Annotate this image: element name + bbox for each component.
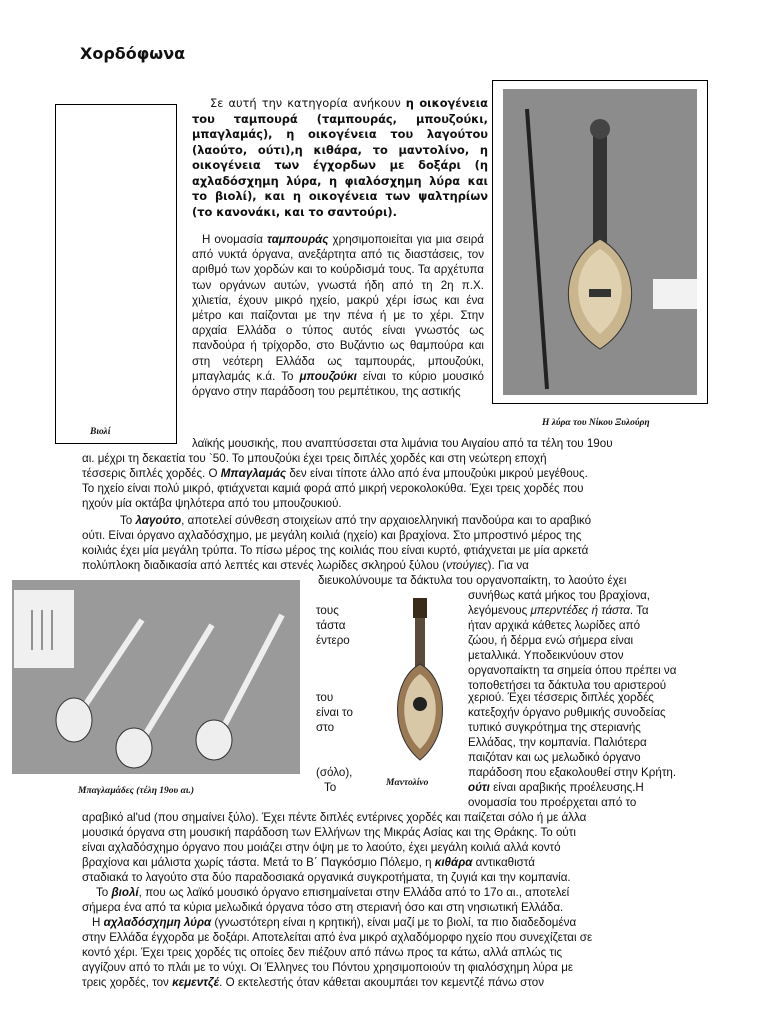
bouzouki-term: μπουζούκι: [299, 369, 357, 383]
laouto-left-5: είναι το: [316, 706, 353, 719]
laouto-right-6: οργανοπαίκτη τα σημεία όπου πρέπει να: [468, 664, 677, 677]
tampouras-paragraph: [192, 232, 484, 399]
laouto-right-13: παράδοση που εξακολουθεί στην Κρήτη.: [468, 766, 677, 779]
laouto-line-5: διευκολύνουμε τα δάκτυλα του οργανοπαίκτη, το λαούτο έχει: [318, 574, 627, 587]
bouzouki-line-4: Το ηχείο είναι πολύ μικρό, φτιάχνεται καμιά φορά από μικρή νεροκολοκύθα. Έχει τρεις χορδές που: [82, 482, 584, 495]
lyra-image-frame: [492, 80, 708, 404]
tampouras-text: χρησιμοποιείται για μια σειρά από νυκτά όργανα, ανεξάρτητα από τις διαστάσεις, τον αριθμό των χορδών και το κούρδισμά τους. Τα αρχέτυπα των οργάνων αυτών, γνωστά ήδη από τη 2η π.Χ. χιλιετία, έχουν μικρό ηχείο, μακρύ χέρι ίσως και ένα μέτρο και παίζονται με την πένα ή με το χέρι. Στην αρχαία Ελλάδα ο τύπος αυτός είναι γνωστός ως πανδούρα ή τρίχορδο, στο Βυζάντιο ως θαμπούρα και στη νεότερη Ελλάδα ως ταμπουράς, μπουζούκι, μπαγλαμάς κ.ά. Το: [192, 233, 484, 383]
laouto-right-3: ήταν αρχικά κάθετες λωρίδες από: [468, 619, 641, 632]
outi-line-2: μουσικά όργανα στη μουσική παράδοση των Ελλήνων της Μικράς Ασίας και της Θράκης. Το ούτι: [82, 826, 576, 839]
bouzouki-line-3-rest: δεν είναι τίποτε άλλο από ένα μπουζούκι μικρού μεγέθους.: [286, 467, 588, 480]
laouto-left-7: (σόλο),: [316, 766, 353, 779]
lyra-photo: [503, 89, 697, 395]
baglamades-icon: [12, 580, 300, 774]
lyra-line-5-rest: . Ο εκτελεστής όταν κάθεται ακουμπάει τον κεμεντζέ πάνω στον: [219, 976, 544, 989]
laouto-right-9: κατεξοχήν όργανο ρυθμικής συνοδείας: [468, 706, 666, 719]
lyra-line-4: αγγίζουν από το πλάι με το νύχι. Οι Έλληνες του Πόντου χρησιμοποιούν τη φιαλόσχημη λύρα με: [82, 961, 574, 974]
violi-line-1: [96, 885, 569, 900]
outi-line-1: αραβικό al'ud (που σημαίνει ξύλο). Έχει πέντε διπλές εντέρινες χορδές και παίζεται σόλο ή με άλλα: [82, 811, 587, 824]
ntougies-term: ντούγιες: [446, 559, 488, 572]
laouto-right-7: τοποθετήσει τα δάκτυλα του αριστερού: [468, 679, 667, 692]
laouto-pre: Το: [120, 514, 136, 527]
violi-term: βιολί: [111, 886, 139, 899]
laouto-line-2: ούτι. Είναι όργανο αχλαδόσχημο, με μεγάλη κοιλιά (ηχείο) και βραχίονα. Στο μπροστινό μέρος της: [82, 529, 582, 542]
laouto-right-2a: λεγόμενους: [468, 604, 531, 617]
mandolin-photo: [382, 594, 458, 766]
lyra-pre: Η: [92, 916, 104, 929]
outi-line-4: [82, 855, 535, 870]
laouto-line-4: [82, 558, 529, 573]
laouto-right-10: τυπικό συγκρότημα της στεριανής: [468, 721, 641, 734]
laouto-right-12: παιζόταν και ως μελωδικό όργανο: [468, 751, 641, 764]
laouto-right-8: χεριού. Έχει τέσσερις διπλές χορδές: [468, 691, 654, 704]
intro-paragraph: [192, 96, 488, 220]
laouto-right-1: συνήθως κατά μήκος του βραχίονα,: [468, 589, 651, 602]
laouto-left-3: έντερο: [316, 634, 350, 647]
laouto-right-4: ζώου, ή δέρμα ενώ σήμερα είναι: [468, 634, 634, 647]
kithara-term: κιθάρα: [434, 856, 473, 869]
lyra-line-5: [82, 975, 544, 990]
lyra-line-3: κοντό χέρι. Έχει τρεις χορδές τις οποίες δεν πιέζουν από πάνω προς τα κάτω, αλλά απλώς τις: [82, 946, 563, 959]
violi-line-2: σήμερα ένα από τα κύρια μελωδικά όργανα τόσο στη στεριανή όσο και στη νησιωτική Ελλάδα.: [82, 901, 564, 914]
violi-pre: Το: [96, 886, 112, 899]
berntedes-term: μπερντέδες ή τάστα: [530, 604, 630, 617]
laouto-right-2: [468, 603, 649, 618]
intro-families: η οικογένεια του ταμπουρά (ταμπουράς, μπουζούκι, μπαγλαμάς), η οικογένεια του λαγούτου (λαούτο, ούτι),η κιθάρα, το μαντολίνο, η οικογένεια των έγχορδων με δοξάρι (η αχλαδόσχημη λύρα, η φιαλόσχημη λύρα και το βιολί), και η οικογένεια των ψαλτηρίων (το κανονάκι, και το σαντούρι).: [192, 96, 488, 219]
outi-line-5: σταδιακά το λαγούτο στα δύο παραδοσιακά οργανικά συγκροτήματα, τη ζυγιά και την κομπανία.: [82, 871, 571, 884]
laouto-left-4: του: [316, 691, 334, 704]
baglamades-photo: [12, 580, 300, 774]
outi-line-3: είναι αχλαδόσχημο όργανο που μοιάζει στην όψη με το λαούτο, έχει μεγάλη κοιλιά αλλά κοντό: [82, 841, 561, 854]
laouto-left-6: στο: [316, 721, 335, 734]
laouto-right-2c: . Τα: [629, 604, 649, 617]
bouzouki-line-3-text: τέσσερις διπλές χορδές. Ο: [82, 467, 221, 480]
mandolin-caption: Μαντολίνο: [386, 778, 429, 788]
lyra-line-1-text: (γνωστότερη είναι η κρητική), είναι μαζί με το βιολί, τα πιο διαδεδομένα: [211, 916, 577, 929]
laouto-line-3: κοιλιάς έχει μία μεγάλη τρύπα. Το πίσω μέρος της κοιλιάς που είναι κυρτό, φτιάχνεται με μία αρκετά: [82, 544, 589, 557]
laouto-left-1: τους: [316, 604, 339, 617]
outi-line-4-rest: αντικαθιστά: [472, 856, 535, 869]
mandolin-icon: [382, 594, 458, 766]
lyra-icon: [503, 89, 697, 395]
violin-caption: Βιολί: [90, 427, 111, 437]
laouto-right-14-text: είναι αραβικής προέλευσης.Η: [489, 781, 644, 794]
bouzouki-line-3: [82, 466, 588, 481]
laouto-line-1: [120, 513, 591, 528]
lyra-line-2: στην Ελλάδα έγχορδα με δοξάρι. Αποτελείται από ένα μικρό αχλαδόμορφο ηχείο που συνεχίζεται σε: [82, 931, 593, 944]
laouto-left-8: Το: [324, 781, 337, 794]
baglamades-caption: Μπαγλαμάδες (τέλη 19ου αι.): [78, 786, 195, 796]
page-title: Χορδόφωνα: [80, 44, 186, 63]
intro-lead: Σε αυτή την κατηγορία ανήκουν: [210, 96, 406, 110]
laouto-right-11: Ελλάδας, την κομπανία. Παλιότερα: [468, 736, 647, 749]
laouto-right-14: [468, 780, 644, 795]
baglamas-term: Μπαγλαμάς: [220, 467, 287, 480]
outi-line-4-text: βραχίονα και μάλιστα χωρίς τάστα. Μετά το Β΄ Παγκόσμιο Πόλεμο, η: [82, 856, 435, 869]
lyra-caption: Η λύρα του Νίκου Ξυλούρη: [542, 418, 650, 428]
tampouras-term: ταμπουράς: [266, 233, 329, 246]
laouto-left-2: τάστα: [316, 619, 346, 632]
laouto-right-15: ονομασία του προέρχεται από το: [468, 796, 637, 809]
violi-line-1-text: , που ως λαϊκό μουσικό όργανο επισημαίνεται στην Ελλάδα από το 17ο αι., αποτελεί: [138, 886, 570, 899]
violin-image-frame: [55, 104, 177, 444]
bouzouki-line-2: αι. μέχρι τη δεκαετία του `50. Το μπουζούκι έχει τρεις διπλές χορδές και στη νεώτερη εποχή: [82, 452, 547, 465]
tampouras-pre: Η ονομασία: [202, 233, 267, 246]
laouto-line-1-text: , αποτελεί σύνθεση στοιχείων από την αρχαιοελληνική πανδούρα και το αραβικό: [181, 514, 592, 527]
tampouras-text2: είναι το κύριο μουσικό όργανο στην παράδοση του ρεμπέτικου, της αστικής: [192, 369, 484, 399]
laouto-term: λαγούτο: [135, 514, 182, 527]
laouto-line-4-rest: ). Για να: [487, 559, 529, 572]
kementze-term: κεμεντζέ: [172, 976, 220, 989]
lyra-term: αχλαδόσχημη λύρα: [103, 916, 212, 929]
lyra-line-1: [92, 915, 576, 930]
bouzouki-line-1: λαϊκής μουσικής, που αναπτύσσεται στα λιμάνια του Αιγαίου από τα τέλη του 19ου: [192, 437, 613, 450]
bouzouki-line-5: ηχούν μία οκτάβα ψηλότερα από του μπουζουκιού.: [82, 497, 342, 510]
laouto-line-4-text: πολύπλοκη διαδικασία από λεπτές και στενές λωρίδες σκληρού ξύλου (: [82, 559, 447, 572]
lyra-line-5-text: τρεις χορδές, τον: [82, 976, 173, 989]
outi-term: ούτι: [468, 781, 490, 794]
laouto-right-5: μεταλλικά. Υποδεικνύουν στον: [468, 649, 624, 662]
